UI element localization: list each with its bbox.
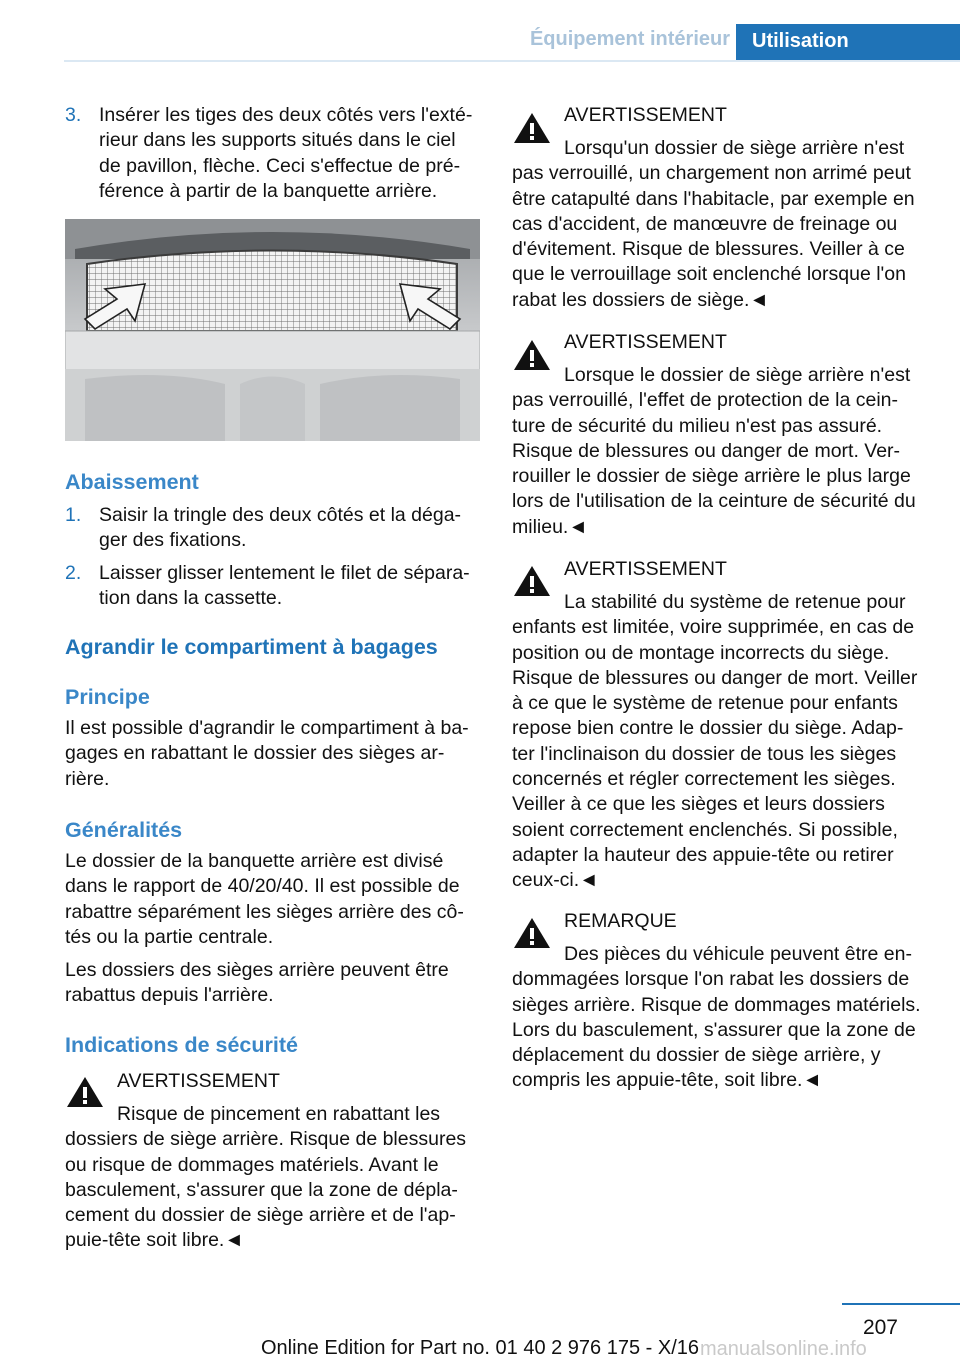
text-line: ou risque de dommages matériels. Avant le bbox=[65, 1153, 439, 1176]
general-paragraph-2 bbox=[65, 958, 480, 1009]
text-line: soient correctement enclenchés. Si possible, bbox=[512, 818, 898, 841]
text-line: Risque de blessures ou danger de mort. Ver- bbox=[512, 439, 901, 462]
warning-title: AVERTISSEMENT bbox=[564, 104, 727, 126]
header-rule bbox=[64, 60, 960, 62]
text-line: ceux-ci.◄ bbox=[512, 869, 599, 892]
text-line: d'évitement. Risque de blessures. Veiller à ce bbox=[512, 238, 905, 261]
text-line: Le dossier de la banquette arrière est divisé bbox=[65, 850, 444, 872]
text-line: rière. bbox=[65, 767, 110, 790]
text-line: dommagées lorsque l'on rabat les dossiers de bbox=[512, 968, 910, 991]
text-line: dossiers de siège arrière. Risque de blessures bbox=[65, 1128, 467, 1151]
page-number: 207 bbox=[862, 1316, 898, 1339]
text-line: que le verrouillage soit enclenché lorsque l'on bbox=[512, 263, 906, 286]
step-number: 3. bbox=[65, 104, 82, 126]
text-line: Lorsque le dossier de siège arrière n'est bbox=[564, 364, 911, 386]
luggage-net-photo bbox=[65, 219, 480, 441]
text-line: ter l'inclinaison du dossier de tous les sièges bbox=[512, 742, 897, 765]
text-line: rieur dans les supports situés dans le ciel bbox=[99, 129, 456, 152]
notice-title: REMARQUE bbox=[564, 910, 677, 932]
text-line: lors de l'utilisation de la ceinture de sécurité du bbox=[512, 490, 916, 513]
text-line: être catapulté dans l'habitacle, par exemple en bbox=[512, 187, 915, 210]
text-line: tion dans la cassette. bbox=[99, 587, 283, 610]
text-line: cas d'accident, de manœuvre de freinage ou bbox=[512, 212, 898, 235]
header-chapter-tab: Utilisation bbox=[736, 24, 960, 62]
text-line: déplacement du dossier de siège arrière, y bbox=[512, 1044, 881, 1067]
text-line: position ou de montage incorrects du siège. bbox=[512, 641, 890, 664]
text-line: compris les appuie-tête, soit libre.◄ bbox=[512, 1069, 822, 1092]
warning-text bbox=[65, 1102, 480, 1254]
step-number: 2. bbox=[65, 562, 82, 584]
text-line: cement du dossier de siège arrière et de l'ap- bbox=[65, 1204, 456, 1227]
text-line: basculement, s'assurer que la zone de dépla- bbox=[65, 1178, 458, 1201]
text-line: Lors du basculement, s'assurer que la zone de bbox=[512, 1018, 916, 1041]
enlarge-compartment-heading: Agrandir le compartiment à bagages bbox=[65, 635, 438, 659]
text-line: enfants est limitée, voire supprimée, en cas de bbox=[512, 616, 915, 639]
text-line: La stabilité du système de retenue pour bbox=[564, 591, 906, 613]
notice-text bbox=[512, 942, 927, 1094]
text-line: Les dossiers des sièges arrière peuvent être bbox=[65, 959, 449, 981]
lowering-heading: Abaissement bbox=[65, 470, 199, 494]
text-line: sièges arrière. Risque de dommages matériels. bbox=[512, 993, 921, 1016]
text-line: à ce que le système de retenue pour enfants bbox=[512, 692, 898, 715]
warning-text bbox=[512, 363, 927, 540]
step-text bbox=[99, 561, 480, 612]
text-line: de pavillon, flèche. Ceci s'effectue de pré- bbox=[99, 154, 461, 177]
text-line: Lorsqu'un dossier de siège arrière n'est bbox=[564, 137, 905, 159]
text-line: Insérer les tiges des deux côtés vers l'exté- bbox=[99, 104, 473, 126]
header-section-title: Équipement intérieur bbox=[529, 28, 730, 50]
text-line: ger des fixations. bbox=[99, 529, 247, 552]
warning-title: AVERTISSEMENT bbox=[564, 331, 727, 353]
warning-title: AVERTISSEMENT bbox=[117, 1070, 280, 1092]
general-heading: Généralités bbox=[65, 818, 183, 842]
principle-paragraph bbox=[65, 716, 480, 792]
text-line: Veiller à ce que les sièges et leurs dossiers bbox=[512, 793, 885, 816]
warning-text bbox=[512, 590, 927, 894]
step-text bbox=[99, 103, 480, 204]
text-line: rabat les dossiers de siège.◄ bbox=[512, 288, 769, 311]
text-line: puie-tête soit libre.◄ bbox=[65, 1229, 244, 1252]
text-line: rabattre séparément les sièges arrière des cô- bbox=[65, 900, 464, 923]
text-line: dans le rapport de 40/20/40. Il est possible de bbox=[65, 875, 460, 898]
text-line: Laisser glisser lentement le filet de sépara- bbox=[99, 562, 470, 584]
text-line: Des pièces du véhicule peuvent être en- bbox=[564, 943, 912, 965]
warning-text bbox=[512, 136, 927, 313]
step-text bbox=[99, 503, 480, 554]
text-line: tés ou la partie centrale. bbox=[65, 925, 274, 948]
text-line: pas verrouillé, un chargement non arrimé peut bbox=[512, 162, 911, 185]
warning-title: AVERTISSEMENT bbox=[564, 558, 727, 580]
watermark: manualsonline.info bbox=[700, 1338, 867, 1360]
text-line: repose bien contre le dossier du siège. Adap- bbox=[512, 717, 904, 740]
text-line: adapter la hauteur des appuie-tête ou retirer bbox=[512, 843, 894, 866]
text-line: Risque de pincement en rabattant les bbox=[117, 1103, 441, 1125]
text-line: Il est possible d'agrandir le compartiment à ba- bbox=[65, 717, 469, 739]
text-line: gages en rabattant le dossier des sièges ar- bbox=[65, 742, 445, 765]
text-line: férence à partir de la banquette arrière. bbox=[99, 179, 438, 202]
text-line: Risque de blessures ou danger de mort. Veiller bbox=[512, 666, 918, 689]
edition-footer: Online Edition for Part no. 01 40 2 976 175 - X/16 bbox=[260, 1337, 700, 1359]
text-line: pas verrouillé, l'effet de protection de la cein- bbox=[512, 389, 899, 412]
text-line: Saisir la tringle des deux côtés et la déga- bbox=[99, 504, 462, 526]
text-line: concernés et régler correctement les sièges. bbox=[512, 768, 896, 791]
page-number-rule bbox=[842, 1303, 960, 1305]
step-number: 1. bbox=[65, 504, 82, 526]
text-line: rabattus depuis l'arrière. bbox=[65, 984, 274, 1007]
general-paragraph-1 bbox=[65, 849, 480, 950]
principle-heading: Principe bbox=[65, 685, 150, 709]
text-line: ture de sécurité du milieu n'est pas assuré. bbox=[512, 414, 883, 437]
text-line: milieu.◄ bbox=[512, 515, 588, 538]
safety-heading: Indications de sécurité bbox=[65, 1033, 298, 1057]
text-line: rouiller le dossier de siège arrière le plus large bbox=[512, 465, 911, 488]
